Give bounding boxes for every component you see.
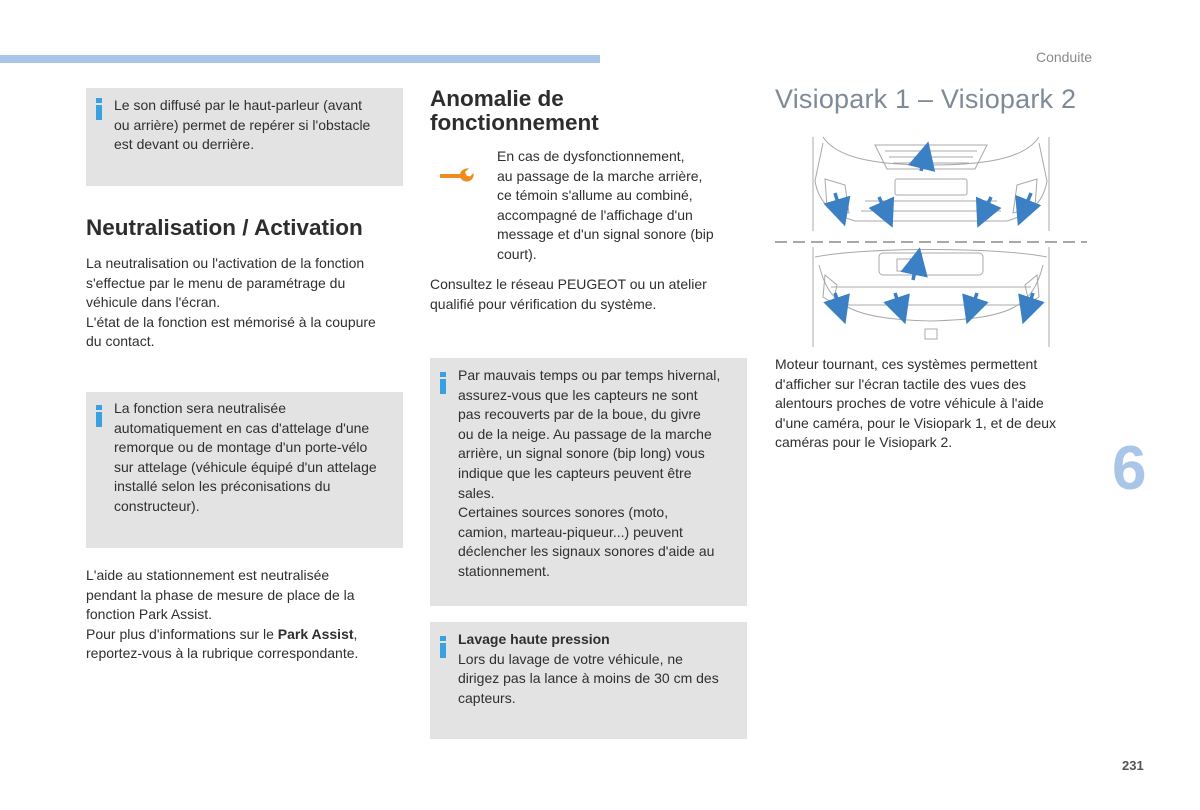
paragraph-consult-dealer: Consultez le réseau PEUGEOT ou un atelier qualifié pour vérification du système. xyxy=(430,276,707,312)
info-icon xyxy=(440,372,446,394)
heading-anomalie: Anomalie de fonctionnement xyxy=(430,86,599,135)
paragraph-neutralisation: La neutralisation ou l'activation de la fonction s'effectue par le menu de paramétrage du véhicule dans l'écran. L'état de la fonction est mémorisé à la coupure du contact. xyxy=(86,255,376,350)
heading-neutralisation: Neutralisation / Activation xyxy=(86,215,363,240)
section-label: Conduite xyxy=(1035,49,1092,65)
heading-visiopark: Visiopark 1 – Visiopark 2 xyxy=(775,84,1077,114)
info-box-text: La fonction sera neutralisée automatiquement en cas d'attelage d'une remorque ou de montage d'un porte-vélo sur attelage (véhicule équipé d'un attelage installé selon les préconisations du constructeur). xyxy=(114,400,377,514)
paragraph-park-assist: L'aide au stationnement est neutralisée pendant la phase de mesure de place de la fonction Park Assist. Pour plus d'informations sur le Park Assist, reportez-vous à la rubrique correspondante. xyxy=(86,567,359,662)
chapter-number: 6 xyxy=(1112,434,1147,503)
info-box-weather xyxy=(430,358,747,606)
info-box-title: Lavage haute pression xyxy=(458,631,610,647)
info-box-text: Le son diffusé par le haut-parleur (avant ou arrière) permet de repérer si l'obstacle est devant ou derrière. xyxy=(114,97,371,153)
paragraph-visiopark: Moteur tournant, ces systèmes permettent d'afficher sur l'écran tactile des vues des alentours proches de votre véhicule à l'aide d'une caméra, pour le Visiopark 1, et de deux caméras pour le Visiopark 2. xyxy=(775,356,1057,451)
wrench-warning-icon xyxy=(438,166,478,188)
info-box-text: Lavage haute pression Lors du lavage de votre véhicule, ne dirigez pas la lance à moins de 30 cm des capteurs. xyxy=(458,630,745,708)
info-icon xyxy=(440,636,446,658)
info-box-text: Par mauvais temps ou par temps hivernal, assurez-vous que les capteurs ne sont pas recouverts par de la boue, du givre ou de la neige. Au passage de la marche arrière, un signal sonore (bip long) vous indique que les capteurs peuvent être sales. Certaines sources sonores (moto, camion, marteau-piqueur...) peuvent déclencher les signaux sonores d'aide au stationnement. xyxy=(458,367,721,579)
park-assist-term: Park Assist xyxy=(277,625,354,642)
top-accent-bar xyxy=(0,55,600,63)
page-number: 231 xyxy=(1122,758,1144,773)
info-icon xyxy=(96,405,102,427)
info-box-towing xyxy=(86,392,403,548)
info-box-pressure-wash xyxy=(430,622,747,739)
vehicle-sensor-illustration xyxy=(775,135,1087,349)
info-icon xyxy=(96,98,102,120)
warning-light-text: En cas de dysfonctionnement, au passage de la marche arrière, ce témoin s'allume au combiné, accompagné de l'affichage d'un message et d'un signal sonore (bip court). xyxy=(497,148,714,262)
info-box-speaker xyxy=(86,88,403,186)
